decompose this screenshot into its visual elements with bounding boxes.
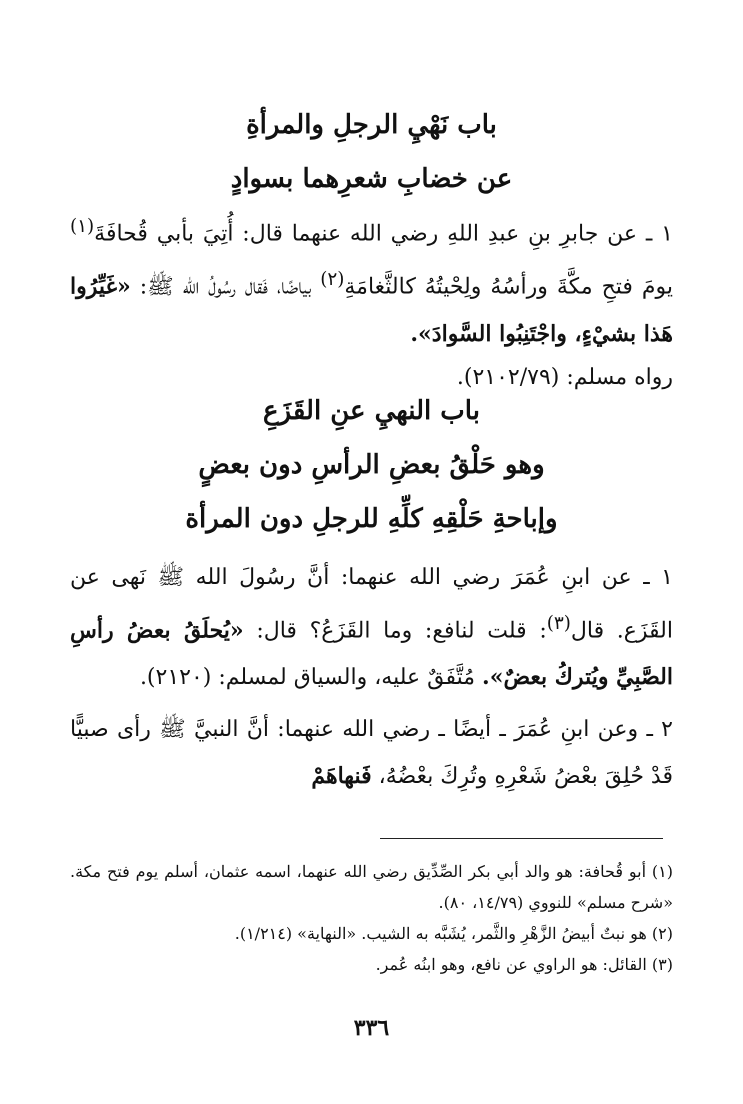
- section-1-title-line-2: عن خضابِ شعرِهما بسوادٍ: [230, 164, 513, 194]
- hadith-1-paragraph: [70, 204, 673, 358]
- s2-hadith-1-text-part3: مُتَّفَقٌ عليه، والسياق لمسلم: (٢١٢٠).: [139, 665, 483, 691]
- footnotes: [70, 856, 673, 980]
- footnote-1: [70, 856, 673, 918]
- s2-hadith-2-text-part1: ٢ ـ وعن ابنِ عُمَرَ ـ أيضًا ـ رضي الله عنهما: أنَّ النبيَّ ﷺ رأى صبيًّا قَدْ حُلِقَ بعْضُ شَعْرِهِ وتُرِكَ بعْضُهُ،: [70, 717, 673, 790]
- footnote-1-number: (١): [651, 862, 673, 881]
- section-2: [70, 384, 673, 546]
- section-1-title-line-1: باب نَهْيِ الرجلِ والمرأةِ: [246, 110, 497, 140]
- section-2-hadith-1: [70, 555, 673, 701]
- hadith-1-text-part2: يومَ فتحِ مكَّةَ ورأسُهُ ولِحْيتُهُ كالثَّغامَةِ: [344, 274, 673, 300]
- s2-hadith-1-text-part2: : قلت لنافع: وما القَزَعُ؟ قال:: [243, 618, 547, 644]
- footnote-2-number: (٢): [651, 924, 673, 943]
- section-2-title-line-3: وإباحةِ حَلْقِهِ كلِّهِ للرجلِ دون المرأة: [185, 504, 558, 534]
- hadith-1-block: [70, 204, 673, 398]
- section-2-title-line-2: وهو حَلْقُ بعضِ الرأسِ دون بعضٍ: [198, 450, 545, 480]
- hadith-1-text-part1: ١ ـ عن جابرِ بنِ عبدِ اللهِ رضي الله عنهما قال: أُتِيَ بأبي قُحافَةَ: [94, 221, 673, 247]
- section-2-body: [70, 555, 673, 800]
- hadith-1-text-part3: بياضًا، فَقال رسُولُ الله ﷺ:: [130, 274, 321, 300]
- footnote-2-text: هو نبتٌ أبيضُ الزَّهْرِ والثَّمر، يُشَبَّه به الشيب. «النهاية» (١/٢١٤).: [234, 924, 647, 943]
- hadith-1-source: رواه مسلم: (٢١٠٢/٧٩).: [456, 364, 673, 390]
- s2-hadith-1-quote: «يُحلَقُ بعضُ رأسِ الصَّبِيِّ ويُتركُ بعضٌ».: [70, 617, 673, 691]
- footnote-divider: [380, 838, 663, 839]
- footnote-3-text: القائل: هو الراوي عن نافع، وهو ابنُه عُمر.: [375, 955, 647, 974]
- footnote-3: [70, 949, 673, 980]
- page-number: ٣٣٦: [353, 1015, 390, 1041]
- s2-hadith-2-text-part2: فَنهاهَمْ: [311, 763, 372, 790]
- section-2-title-line-1: باب النهيِ عنِ القَزَعِ: [263, 396, 480, 426]
- footnote-3-number: (٣): [651, 955, 673, 974]
- footnote-ref-1: (١): [70, 216, 95, 237]
- section-2-hadith-2: [70, 707, 673, 800]
- footnote-ref-3: (٣): [546, 613, 571, 634]
- footnote-ref-2: (٢): [320, 269, 345, 291]
- hadith-1-quote: «غَيِّرُوا هَذا بشيْءٍ، واجْتَنِبُوا السَّوادَ».: [70, 273, 673, 347]
- s2-hadith-1-text-part1: ١ ـ عن ابنِ عُمَرَ رضي الله عنهما: أنَّ رسُولَ الله ﷺ نَهى عن القَزَع. قال: [70, 565, 673, 644]
- section-1: [70, 98, 673, 206]
- footnote-1-text: أبو قُحافة: هو والد أبي بكر الصِّدِّيق رضي الله عنهما، اسمه عثمان، أسلم يوم فتح مكة. «شرح مسلم» للنووي (١٤/٧٩، ٨٠).: [70, 862, 673, 912]
- footnote-2: [70, 918, 673, 949]
